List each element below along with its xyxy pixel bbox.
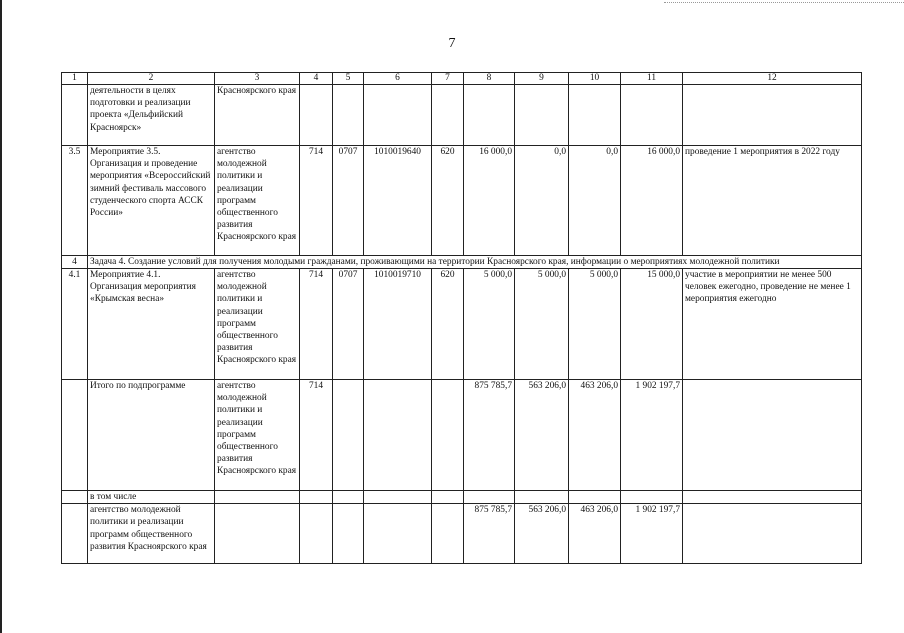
amount-2023: 5 000,0 [569,269,621,380]
amount-2022: 5 000,0 [515,269,569,380]
header-cell: 10 [569,73,621,85]
amount-total: 15 000,0 [621,269,683,380]
amount-2021: 16 000,0 [464,146,515,256]
vr-code [432,491,464,504]
rzpr-code [333,380,364,491]
amount-2021 [464,491,515,504]
amount-2022 [515,85,569,146]
header-cell: 1 [62,73,88,85]
amount-2022: 0,0 [515,146,569,256]
rzpr-code: 0707 [333,146,364,256]
amount-2023: 0,0 [569,146,621,256]
vr-code [432,380,464,491]
grbs-code [300,85,333,146]
executor [215,491,300,504]
amount-total [621,85,683,146]
row-number [62,491,88,504]
rzpr-code: 0707 [333,269,364,380]
executor: Красноярского края [215,85,300,146]
vr-code [432,85,464,146]
csr-code [364,504,432,564]
rzpr-code [333,504,364,564]
amount-2021: 5 000,0 [464,269,515,380]
grbs-code: 714 [300,269,333,380]
executor: агентство молодежной политики и реализации программ общественного развития Красноярского края [215,380,300,491]
table-row [62,491,862,504]
expected-result [683,85,862,146]
subtotal-row [62,380,862,491]
csr-code: 1010019640 [364,146,432,256]
row-number: 4.1 [62,269,88,380]
row-number [62,504,88,564]
expected-result [683,504,862,564]
vr-code: 620 [432,269,464,380]
amount-2023: 463 206,0 [569,380,621,491]
table-row [62,146,862,256]
csr-code [364,491,432,504]
row-number [62,85,88,146]
grbs-code: 714 [300,380,333,491]
expected-result [683,491,862,504]
amount-2021: 875 785,7 [464,380,515,491]
amount-2022 [515,491,569,504]
activity-name: Мероприятие 3.5. Организация и проведение мероприятия «Всероссийский зимний фестиваль массового студенческого спорта АССК России» [88,146,215,256]
expected-result [683,380,862,491]
executor [215,504,300,564]
grbs-code [300,504,333,564]
header-cell: 5 [333,73,364,85]
amount-2021: 875 785,7 [464,504,515,564]
table-row [62,504,862,564]
csr-code [364,85,432,146]
vr-code [432,504,464,564]
header-cell: 2 [88,73,215,85]
executor: агентство молодежной политики и реализации программ общественного развития Красноярского края [215,269,300,380]
header-cell: 4 [300,73,333,85]
table-row [62,269,862,380]
grbs-code: 714 [300,146,333,256]
header-cell: 6 [364,73,432,85]
amount-2023 [569,491,621,504]
page-edge-line [0,0,2,633]
rzpr-code [333,85,364,146]
amount-2022: 563 206,0 [515,504,569,564]
row-number: 3.5 [62,146,88,256]
header-cell: 11 [621,73,683,85]
grbs-code [300,491,333,504]
amount-total: 1 902 197,7 [621,504,683,564]
amount-2022: 563 206,0 [515,380,569,491]
amount-2023: 463 206,0 [569,504,621,564]
vr-code: 620 [432,146,464,256]
header-cell: 9 [515,73,569,85]
header-cell: 3 [215,73,300,85]
amount-total [621,491,683,504]
subtotal-label: Итого по подпрограмме [88,380,215,491]
task-title: Задача 4. Создание условий для получения молодыми гражданами, проживающими на территории Красноярского края, информации о мероприятиях молодежной политики [88,256,862,269]
task-number: 4 [62,256,88,269]
csr-code: 1010019710 [364,269,432,380]
amount-total: 16 000,0 [621,146,683,256]
amount-total: 1 902 197,7 [621,380,683,491]
header-cell: 12 [683,73,862,85]
activity-name: Мероприятие 4.1. Организация мероприятия «Крымская весна» [88,269,215,380]
csr-code [364,380,432,491]
agency-name: агентство молодежной политики и реализации программ общественного развития Красноярского края [88,504,215,564]
expected-result: проведение 1 мероприятия в 2022 году [683,146,862,256]
column-number-row [62,73,862,85]
top-dotted-mark [664,2,904,3]
executor: агентство молодежной политики и реализации программ общественного развития Красноярского края [215,146,300,256]
rzpr-code [333,491,364,504]
amount-2021 [464,85,515,146]
page-number: 7 [448,36,456,51]
header-cell: 8 [464,73,515,85]
header-cell: 7 [432,73,464,85]
table-row [62,85,862,146]
task-row [62,256,862,269]
amount-2023 [569,85,621,146]
program-table [61,72,862,564]
expected-result: участие в мероприятии не менее 500 человек ежегодно, проведение не менее 1 мероприятия ежегодно [683,269,862,380]
including-label: в том числе [88,491,215,504]
row-number [62,380,88,491]
activity-name: деятельности в целях подготовки и реализации проекта «Дельфийский Красноярск» [88,85,215,146]
